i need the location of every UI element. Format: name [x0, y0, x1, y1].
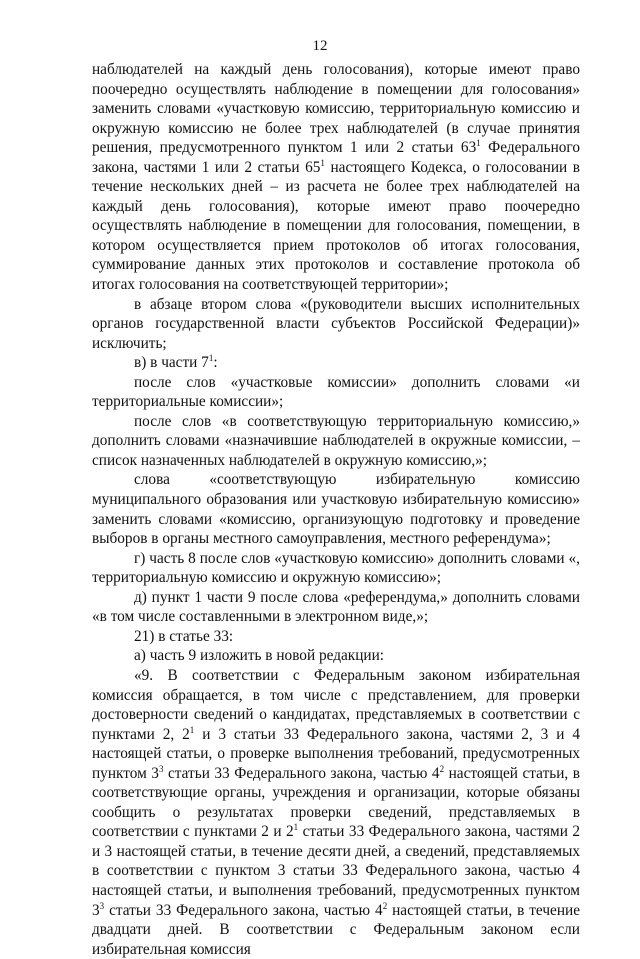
text-run: а) часть 9 изложить в новой редакции: [134, 647, 385, 665]
paragraph [92, 666, 580, 959]
paragraph [92, 646, 580, 666]
paragraph [92, 627, 580, 647]
page-number: 12 [312, 38, 328, 54]
superscript-index: 1 [476, 138, 481, 149]
text-run: статьи 33 Федерального закона, частью 4 [163, 764, 440, 782]
text-run: статьи 33 Федерального закона, частью 4 [104, 901, 383, 919]
document-body [92, 60, 580, 959]
superscript-index: 1 [320, 157, 325, 168]
paragraph [92, 549, 580, 588]
text-run: статьи 33 Федерального закона, частями 2 и 3 настоящей статьи, в течение десяти дней, а сведений, представляемых в соответствии с пунктом 3 статьи 33 Федерального закона, частью 4 настоящей статьи, и выполнения требований, предусмотренных пунктом 3 [92, 823, 580, 919]
superscript-index: 3 [158, 763, 164, 774]
text-run: после слов «участковые комиссии» дополнить словами «и территориальные комиссии»; [92, 373, 580, 411]
superscript-index: 3 [99, 900, 105, 911]
text-run: настоящей статьи, в течение двадцати дней. В соответствии с Федеральным законом если избирательная комиссия [92, 901, 580, 958]
text-run: д) пункт 1 части 9 после слова «референдума,» дополнить словами «в том числе составленными в электронном виде,»; [92, 588, 580, 626]
paragraph [92, 353, 580, 373]
superscript-index: 2 [382, 900, 388, 911]
text-run: слова «соответствующую избирательную комиссию муниципального образования или участковую избирательную комиссию» заменить словами «комиссию, организующую подготовку и проведение выборов в органы местного самоуправления, местного референдума»; [92, 471, 580, 548]
superscript-index: 1 [293, 822, 299, 833]
text-run: после слов «в соответствующую территориальную комиссию,» дополнить словами «назначившие наблюдателей в окружные комиссии, – список назначенных наблюдателей в окружную комиссию,»; [92, 412, 580, 469]
superscript-index: 1 [208, 353, 214, 364]
text-run: настоящего Кодекса, о голосовании в течение нескольких дней – из расчета не более трех наблюдателей на каждый день голосования), которые имеют право поочередно осуществлять наблюдение в помещении для голосования, помещении, в котором осуществляется прием протоколов об итогах голосования, суммирование данных этих протоколов и составление протокола об итогах голосования на соответствующей территории»; [92, 158, 580, 294]
text-run: и 3 статьи 33 Федерального закона, частями 2, 3 и 4 настоящей статьи, о проверке выполнения требований, предусмотренных пунктом 3 [92, 725, 580, 782]
text-run: г) часть 8 после слов «участковую комиссию» дополнить словами «, территориальную комиссию и окружную комиссию»; [92, 549, 580, 587]
paragraph [92, 412, 580, 471]
paragraph [92, 373, 580, 412]
superscript-index: 1 [189, 724, 195, 735]
text-run: : [213, 354, 218, 372]
text-run: в) в части 7 [134, 354, 209, 372]
paragraph [92, 588, 580, 627]
paragraph [92, 470, 580, 548]
superscript-index: 2 [439, 763, 445, 774]
text-run: «9. В соответствии с Федеральным законом избирательная комиссия обращается, в том числе с представлением, для проверки достоверности сведений о кандидатах, представляемых в соответствии с пунктами 2, 2 [92, 666, 580, 743]
text-run: настоящей статьи, в соответствующие органы, учреждения и организации, которые обязаны сообщить о результатах проверки сведений, представляемых в соответствии с пунктами 2 и 2 [92, 764, 580, 841]
text-run: наблюдателей на каждый день голосования), которые имеют право поочередно осуществлять наблюдение в помещении для голосования» заменить словами «участковую комиссию, территориальную комиссию и окружную комиссию не более трех наблюдателей (в случае принятия решения, предусмотренного пунктом 1 или 2 статьи 63 [92, 61, 580, 157]
text-run: 21) в статье 33: [134, 627, 234, 645]
paragraph [92, 295, 580, 354]
text-run: Федерального закона, частями 1 или 2 статьи 65 [92, 139, 580, 176]
paragraph [92, 60, 580, 295]
text-run: в абзаце втором слова «(руководители высших исполнительных органов государственной власти субъектов Российской Федерации)» исключить; [92, 295, 580, 352]
